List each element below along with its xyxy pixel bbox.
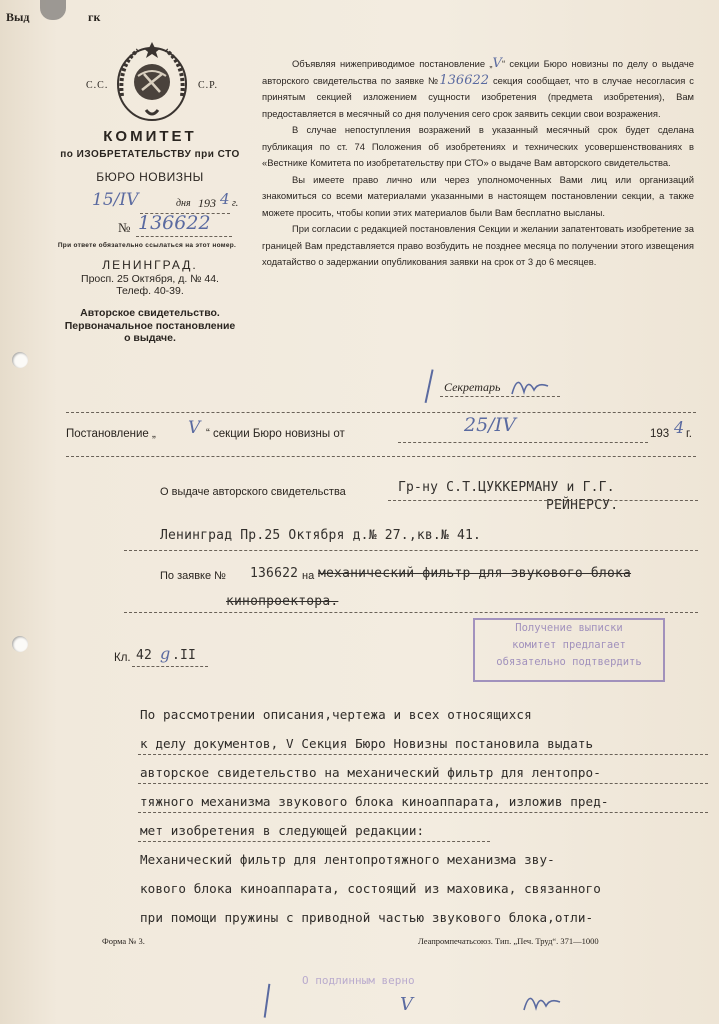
issue-date-handwritten: 15/IV (92, 190, 139, 210)
classification-label: Кл. (114, 652, 131, 664)
issue-date-day-word: дня (176, 198, 191, 209)
secretary-underline (440, 396, 560, 397)
address-line-1: Просп. 25 Октября, д. № 44. (81, 273, 219, 285)
corner-label-right: гк (88, 10, 101, 24)
issue-date-line (92, 192, 242, 214)
decision-line-7: кового блока киноаппарата, состоящий из маховика, связанного (140, 881, 601, 896)
secretary-signature-icon (508, 370, 552, 405)
bottom-signature-icon (520, 986, 564, 1021)
notice-paragraph-4: При согласии с редакцией постановления Секции и желании запатентовать изобретение за границей Вам представляется право возбудить не позднее месяца по получении этого извещения ходатайство о задержании опубликования заявки на срок от 3 до 6 месяцев. (262, 223, 694, 267)
decision-underline-2 (138, 754, 708, 755)
decision-line-8: при помощи пружины с приводной частью звукового блока,отли- (140, 910, 594, 925)
grant-recipients-line-2: РЕЙНЕРСУ. (546, 498, 619, 513)
notice-paragraph-3: Вы имеете право лично или через уполномоченных Вами лиц или организаций знакомиться со всеми материалами указанными в настоящем постановлении секции, а также можете просить, чтобы копии этих материалов были Вам бесплатно высланы. (262, 173, 694, 218)
notice-p1-part-a: Объявляя нижеприводимое постановление „ (292, 58, 493, 69)
application-title-line-1: механический фильтр для звукового блока (318, 566, 632, 581)
notice-p1-part-c: секция сообщает, что в случае несогласия с принятым секцией изложением сущности изобретения (предмета изобретения), Вам предоставляется в месячный со дня получения сего срок заявить секции свои возражения. (262, 74, 694, 119)
certified-copy-stamp: О подлинным верно (302, 974, 415, 987)
bottom-section-mark-icon: V (400, 994, 413, 1015)
grant-recipients-line-1: Гр-ну С.Т.ЦУККЕРМАНУ и Г.Г. (398, 480, 615, 495)
notice-text-block (262, 56, 694, 271)
classification-handwritten: g (160, 644, 171, 663)
form-number: Форма № 3. (102, 936, 145, 946)
application-title-line-2: кинопроектора. (226, 594, 339, 609)
classification-value: 42 (136, 648, 153, 663)
phone-line: Телеф. 40-39. (116, 285, 184, 297)
grant-address-underline (124, 550, 698, 551)
resolution-year-printed: 193 (650, 428, 670, 440)
outgoing-number-underline (136, 236, 232, 237)
issue-date-year-printed: 193 (198, 196, 216, 210)
notice-section-handwritten: V (492, 56, 502, 71)
notice-paragraph-1 (262, 56, 694, 122)
receipt-stamp-line-2: комитет предлагает (512, 639, 626, 651)
reply-reference-note: При ответе обязательно ссылаться на этот номер. (57, 242, 237, 249)
notice-p1-part-b: “ секции Бюро новизны по делу о выдаче авторского свидетельства по заявке № (262, 58, 694, 86)
grant-address: Ленинград Пр.25 Октября д.№ 27.,кв.№ 41. (160, 528, 482, 543)
decision-line-5: мет изобретения в следующей редакции: (140, 823, 425, 838)
bottom-stroke-left-icon (264, 984, 275, 1019)
grant-label: О выдаче авторского свидетельства (160, 486, 346, 498)
outgoing-number-sign: № (118, 220, 131, 235)
resolution-date-underline (398, 442, 648, 443)
document-kind-line-1: Авторское свидетельство. (80, 307, 220, 319)
issue-date-year-handwritten: 4 (220, 190, 230, 208)
resolution-label-a: Постановление „ (66, 428, 156, 440)
application-underline (124, 612, 698, 613)
receipt-stamp (473, 618, 665, 682)
ss-right-label: С.Р. (198, 80, 218, 91)
classification-underline (132, 666, 208, 667)
binding-clip (40, 0, 66, 20)
corner-label-left: Выд (6, 10, 30, 24)
committee-subtitle: по ИЗОБРЕТАТЕЛЬСТВУ при СТО (60, 149, 240, 160)
decision-underline-3 (138, 783, 708, 784)
resolution-separator-top (66, 412, 696, 413)
resolution-label-b: “ секции Бюро новизны от (206, 428, 345, 440)
secretary-stroke-icon (425, 369, 442, 404)
notice-application-handwritten: 136622 (439, 72, 490, 88)
bureau-title: БЮРО НОВИЗНЫ (96, 170, 204, 184)
grant-recipients-underline (388, 500, 698, 501)
secretary-label: Секретарь (444, 380, 501, 394)
decision-underline-5 (138, 841, 490, 842)
printer-info: Леапромпечатьсоюз. Тип. „Печ. Труд“. 371—1000 (418, 936, 599, 946)
decision-line-3: авторское свидетельство на механический фильтр для лентопро- (140, 765, 601, 780)
resolution-line (66, 428, 156, 440)
classification-suffix: .II (172, 648, 197, 663)
outgoing-number-handwritten: 136622 (138, 212, 211, 234)
issue-date-year-suffix: г. (232, 198, 239, 209)
application-number: 136622 (250, 566, 299, 581)
ussr-emblem-icon (108, 36, 196, 126)
decision-underline-4 (138, 812, 708, 813)
document-kind-line-3: о выдаче. (124, 332, 176, 344)
ss-left-label: С.С. (86, 80, 109, 91)
resolution-separator-bottom (66, 456, 696, 457)
resolution-year-suffix: г. (686, 428, 692, 440)
punch-hole-bottom (12, 636, 28, 652)
committee-title: КОМИТЕТ (103, 128, 197, 145)
receipt-stamp-line-3: обязательно подтвердить (496, 656, 642, 668)
application-na: на (302, 570, 315, 582)
punch-hole-top (12, 352, 28, 368)
decision-line-6: Механический фильтр для лентопротяжного механизма зву- (140, 852, 555, 867)
document-kind-line-2: Первоначальное постановление (64, 319, 236, 332)
decision-line-4: тяжного механизма звукового блока киноаппарата, изложив пред- (140, 794, 609, 809)
decision-line-2: к делу документов, V Секция Бюро Новизны постановила выдать (140, 736, 594, 751)
application-label: По заявке № (160, 570, 226, 582)
resolution-date-handwritten: 25/IV (464, 414, 516, 436)
decision-body (140, 700, 710, 932)
city-name: ЛЕНИНГРАД. (102, 258, 198, 272)
receipt-stamp-line-1: Получение выписки (515, 622, 623, 634)
document-kind (40, 307, 260, 345)
resolution-section-handwritten: V (188, 418, 201, 438)
resolution-year-handwritten: 4 (674, 418, 685, 437)
decision-line-1: По рассмотрении описания,чертежа и всех относящихся (140, 707, 532, 722)
notice-paragraph-2: В случае непоступления возражений в указанный месячный срок будет сделана публикация по ст. 74 Положения об изобретениях и технических усовершенствованиях в «Вестнике Комитета по изобретательству при СТО» о выдаче Вам авторского свидетельства. (262, 124, 694, 168)
